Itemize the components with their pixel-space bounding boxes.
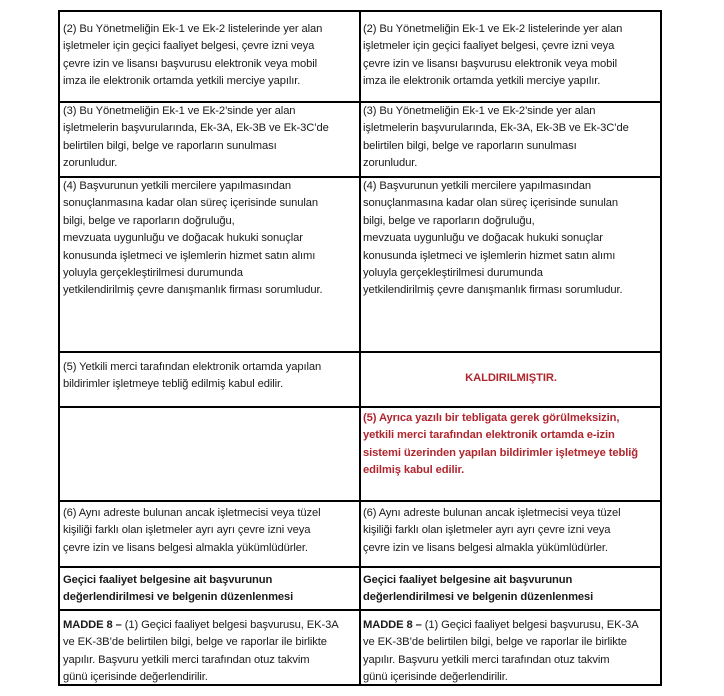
removed-notice: KALDIRILMIŞTIR.: [465, 372, 557, 384]
new-section-heading: Geçici faaliyet belgesine ait başvurunun değerlendirilmesi ve belgenin düzenlenmesi: [363, 574, 594, 604]
new-text-paragraph-5: (5) Ayrıca yazılı bir tebligata gerek görülmeksizin, yetkili merci tarafından elektronik ortamda e-izin sistemi üzerinden yapılan bildirimler işletmeye tebliğ edilmiş kabul edilir.: [363, 412, 638, 477]
new-text-paragraph-2: (2) Bu Yönetmeliğin Ek-1 ve Ek-2 listelerinde yer alan işletmeler için geçici faaliyet belgesi, çevre izni veya çevre izin ve lisansı başvurusu elektronik veya mobil imza ile elektronik ortamda yetkili merciye yapılır.: [363, 23, 623, 88]
old-text-paragraph-4: (4) Başvurunun yetkili mercilere yapılmasından sonuçlanmasına kadar olan süreç içerisinde sunulan bilgi, belge ve raporların doğruluğu, mevzuata uygunluğu ve doğacak hukuki sonuçlar konusunda işletmeci ve işlemlerin hizmet satın alımı yoluyla gerçekleştirilmesi durumunda yetkilendirilmiş çevre danışmanlık firması sorumludur.: [63, 180, 323, 297]
new-article-8: [363, 617, 659, 687]
new-article-8-heading: MADDE 8 –: [363, 619, 422, 631]
column-divider: [359, 12, 361, 684]
old-text-paragraph-2: (2) Bu Yönetmeliğin Ek-1 ve Ek-2 listelerinde yer alan işletmeler için geçici faaliyet belgesi, çevre izni veya çevre izin ve lisansı başvurusu elektronik veya mobil imza ile elektronik ortamda yetkili merciye yapılır.: [63, 23, 323, 88]
old-article-8: [63, 617, 355, 687]
new-text-paragraph-4: (4) Başvurunun yetkili mercilere yapılmasından sonuçlanmasına kadar olan süreç içerisinde sunulan bilgi, belge ve raporların doğruluğu, mevzuata uygunluğu ve doğacak hukuki sonuçlar konusunda işletmeci ve işlemlerin hizmet satın alımı yoluyla gerçekleştirilmesi durumunda yetkilendirilmiş çevre danışmanlık firması sorumludur.: [363, 180, 623, 297]
comparison-table: [58, 10, 662, 686]
old-text-paragraph-6: (6) Aynı adreste bulunan ancak işletmecisi veya tüzel kişiliği farklı olan işletmeler ayrı ayrı çevre izni veya çevre izin ve lisans belgesi almakla yükümlüdürler.: [63, 507, 321, 554]
old-text-paragraph-3: (3) Bu Yönetmeliğin Ek-1 ve Ek-2’sinde yer alan işletmelerin başvurularında, Ek-3A, Ek-3B ve Ek-3C’de belirtilen bilgi, belge ve raporların sunulması zorunludur.: [63, 105, 329, 170]
new-article-8-text: (1) Geçici faaliyet belgesi başvurusu, EK-3A ve EK-3B’de belirtilen bilgi, belge ve raporlar ile birlikte yapılır. Başvuru yetkili merci tarafından otuz takvim günü içerisinde değerlendirilir.: [363, 619, 639, 684]
old-text-paragraph-5: (5) Yetkili merci tarafından elektronik ortamda yapılan bildirimler işletmeye tebliğ edilmiş kabul edilir.: [63, 361, 322, 391]
old-article-8-heading: MADDE 8 –: [63, 619, 122, 631]
new-text-paragraph-6: (6) Aynı adreste bulunan ancak işletmecisi veya tüzel kişiliği farklı olan işletmeler ayrı ayrı çevre izni veya çevre izin ve lisans belgesi almakla yükümlüdürler.: [363, 507, 621, 554]
new-text-paragraph-3: (3) Bu Yönetmeliğin Ek-1 ve Ek-2’sinde yer alan işletmelerin başvurularında, Ek-3A, Ek-3B ve Ek-3C’de belirtilen bilgi, belge ve raporların sunulması zorunludur.: [363, 105, 629, 170]
old-section-heading: Geçici faaliyet belgesine ait başvurunun değerlendirilmesi ve belgenin düzenlenmesi: [63, 574, 294, 604]
old-article-8-text: (1) Geçici faaliyet belgesi başvurusu, EK-3A ve EK-3B’de belirtilen bilgi, belge ve raporlar ile birlikte yapılır. Başvuru yetkili merci tarafından otuz takvim günü içerisinde değerlendirilir.: [63, 619, 339, 684]
